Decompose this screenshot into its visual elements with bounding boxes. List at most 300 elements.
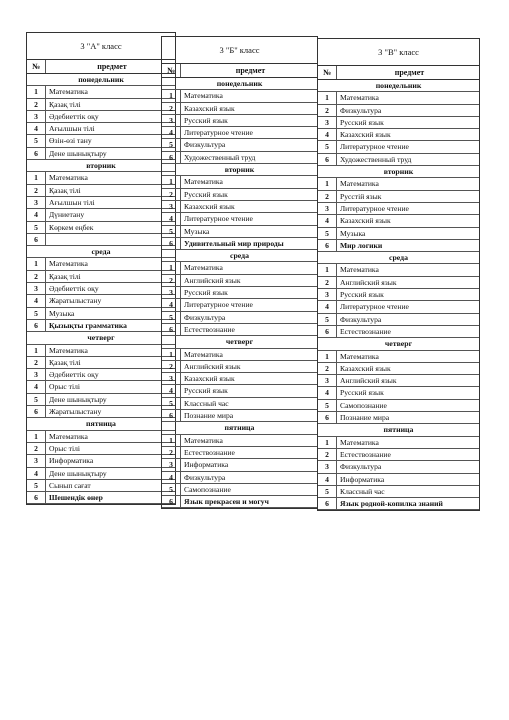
lesson-subject: Математика — [340, 351, 379, 361]
lesson-number: 4 — [27, 468, 46, 479]
lesson-number: 6 — [318, 412, 337, 423]
lesson-row — [27, 111, 175, 123]
lesson-row — [162, 90, 317, 102]
lesson-row — [162, 189, 317, 201]
lesson-number: 6 — [162, 496, 181, 507]
lesson-row — [27, 258, 175, 270]
lesson-row — [162, 349, 317, 361]
lesson-row — [27, 271, 175, 283]
lesson-number: 2 — [318, 105, 337, 116]
lesson-subject: Казахский язык — [184, 374, 235, 384]
lesson-number: 5 — [27, 308, 46, 319]
lesson-row — [27, 455, 175, 467]
lesson-subject: Классный час — [184, 398, 229, 408]
lesson-number: 2 — [162, 275, 181, 286]
lesson-row — [27, 283, 175, 295]
lesson-subject: Сынып сағат — [49, 480, 91, 490]
lesson-row — [162, 373, 317, 385]
lesson-number: 3 — [162, 115, 181, 126]
lesson-row — [162, 324, 317, 336]
lesson-row — [27, 369, 175, 381]
lesson-subject: Русский язык — [340, 388, 384, 398]
lesson-subject: Әдебиеттік оқу — [49, 370, 99, 380]
lesson-subject: Русcтій язык — [340, 191, 382, 201]
lesson-number: 5 — [318, 314, 337, 325]
lesson-subject: Математика — [184, 435, 223, 445]
day-heading: пятница — [318, 424, 479, 436]
lesson-subject: Әдебиеттік оқу — [49, 111, 99, 121]
lesson-number: 1 — [27, 86, 46, 97]
lesson-row — [27, 431, 175, 443]
lesson-subject: Литературное чтение — [184, 300, 253, 310]
lesson-subject: Английский язык — [340, 376, 397, 386]
lesson-number: 5 — [318, 141, 337, 152]
lesson-subject: Литературное чтение — [340, 142, 409, 152]
lesson-subject: Математика — [184, 263, 223, 273]
day-heading: четверг — [162, 336, 317, 348]
lesson-row — [27, 308, 175, 320]
lesson-subject: Английский язык — [184, 275, 241, 285]
lesson-row — [318, 105, 479, 117]
lesson-row — [27, 468, 175, 480]
num-header: № — [27, 60, 46, 73]
subject-header: предмет — [235, 66, 266, 75]
lesson-subject: Математика — [340, 437, 379, 447]
lesson-number: 1 — [318, 178, 337, 189]
lesson-subject: Ағылшын тілі — [49, 197, 95, 207]
day-heading: вторник — [318, 166, 479, 178]
lesson-subject: Самопознание — [340, 400, 387, 410]
class-3v-schedule — [317, 38, 480, 511]
lesson-row — [318, 363, 479, 375]
lesson-subject: Математика — [49, 431, 88, 441]
day-heading: понедельник — [318, 80, 479, 92]
lesson-subject: Русский язык — [184, 115, 228, 125]
lesson-subject — [46, 234, 175, 245]
lesson-row — [27, 345, 175, 357]
lesson-subject: Удивительный мир природы — [184, 238, 284, 248]
lesson-row — [318, 178, 479, 190]
lesson-number: 4 — [318, 215, 337, 226]
lesson-number: 3 — [162, 287, 181, 298]
lesson-number: 2 — [162, 447, 181, 458]
lesson-number: 3 — [318, 117, 337, 128]
lesson-subject: Дене шынықтыру — [49, 394, 107, 404]
lesson-subject: Математика — [184, 177, 223, 187]
lesson-subject: Самопознание — [184, 484, 231, 494]
lesson-row — [162, 287, 317, 299]
lesson-row — [27, 222, 175, 234]
lesson-row — [162, 459, 317, 471]
lesson-row — [318, 215, 479, 227]
lesson-subject: Русский язык — [184, 288, 228, 298]
lesson-subject: Өзін-өзі тану — [49, 136, 92, 146]
lesson-subject: Естествознание — [340, 326, 391, 336]
lesson-row — [162, 238, 317, 250]
lesson-number: 5 — [318, 486, 337, 497]
lesson-row — [162, 139, 317, 151]
header-row — [318, 66, 479, 80]
lesson-number: 6 — [27, 406, 46, 417]
lesson-subject: Физкультура — [184, 312, 226, 322]
lesson-subject: Казахский язык — [184, 103, 235, 113]
lesson-number: 5 — [318, 400, 337, 411]
lesson-subject: Орыс тілі — [49, 382, 80, 392]
lesson-subject: Художественный труд — [340, 154, 412, 164]
header-row — [162, 64, 317, 78]
lesson-subject: Жаратылыстану — [49, 407, 102, 417]
lesson-number: 4 — [162, 385, 181, 396]
lesson-subject: Музыка — [49, 308, 75, 318]
lesson-number: 2 — [27, 185, 46, 196]
lesson-row — [162, 472, 317, 484]
lesson-subject: Язык прекрасен и могуч — [184, 497, 269, 507]
day-heading: пятница — [27, 418, 175, 430]
day-heading: вторник — [27, 160, 175, 172]
lesson-row — [162, 127, 317, 139]
lesson-row — [318, 461, 479, 473]
lesson-subject: Қазақ тілі — [49, 99, 81, 109]
lesson-row — [162, 275, 317, 287]
lesson-subject: Классный час — [340, 486, 385, 496]
lesson-subject: Английский язык — [184, 361, 241, 371]
lesson-row — [162, 213, 317, 225]
lesson-row — [162, 152, 317, 164]
lesson-number: 2 — [27, 357, 46, 368]
day-heading: пятница — [162, 422, 317, 434]
lesson-subject: Познание мира — [184, 411, 234, 421]
header-row — [27, 60, 175, 74]
day-heading: вторник — [162, 164, 317, 176]
lesson-subject: Английский язык — [340, 277, 397, 287]
lesson-row — [162, 262, 317, 274]
lesson-subject: Жаратылыстану — [49, 296, 102, 306]
lesson-number: 5 — [318, 228, 337, 239]
lesson-subject: Қызықты грамматика — [49, 320, 127, 330]
lesson-number: 2 — [162, 103, 181, 114]
lesson-number: 1 — [162, 349, 181, 360]
lesson-subject: Физкультура — [184, 140, 226, 150]
lesson-number: 3 — [27, 111, 46, 122]
lesson-subject: Физкультура — [340, 105, 382, 115]
day-heading: четверг — [27, 332, 175, 344]
lesson-number: 6 — [318, 498, 337, 509]
lesson-number: 6 — [318, 240, 337, 251]
lesson-number: 1 — [162, 176, 181, 187]
lesson-subject: Дене шынықтыру — [49, 468, 107, 478]
lesson-row — [162, 312, 317, 324]
lesson-row — [318, 203, 479, 215]
lesson-number: 3 — [162, 459, 181, 470]
lesson-number: 2 — [27, 271, 46, 282]
lesson-row — [27, 197, 175, 209]
lesson-subject: Художественный труд — [184, 152, 256, 162]
lesson-subject: Математика — [49, 87, 88, 97]
lesson-row — [162, 201, 317, 213]
lesson-subject: Дене шынықтыру — [49, 148, 107, 158]
class-3a-schedule — [26, 32, 176, 505]
lesson-subject: Ағылшын тілі — [49, 124, 95, 134]
lesson-number: 3 — [27, 283, 46, 294]
lesson-subject: Шешендік өнер — [49, 493, 103, 503]
lesson-row — [162, 226, 317, 238]
lesson-number: 5 — [162, 484, 181, 495]
lesson-number: 4 — [162, 472, 181, 483]
lesson-subject: Математика — [340, 179, 379, 189]
lesson-number: 4 — [162, 213, 181, 224]
lesson-number: 5 — [27, 222, 46, 233]
class-title: 3 "В" класс — [318, 38, 479, 66]
lesson-subject: Математика — [49, 345, 88, 355]
lesson-subject: Информатика — [340, 474, 385, 484]
lesson-row — [318, 141, 479, 153]
lesson-row — [318, 264, 479, 276]
lesson-number: 3 — [318, 289, 337, 300]
lesson-number: 5 — [27, 394, 46, 405]
lesson-subject: Естествознание — [184, 447, 235, 457]
lesson-subject: Казахский язык — [340, 363, 391, 373]
lesson-subject: Русский язык — [340, 290, 384, 300]
lesson-subject: Литературное чтение — [184, 128, 253, 138]
lesson-row — [27, 480, 175, 492]
day-heading: среда — [27, 246, 175, 258]
lesson-number: 1 — [318, 264, 337, 275]
day-heading: среда — [318, 252, 479, 264]
lesson-row — [318, 228, 479, 240]
lesson-row — [318, 154, 479, 166]
lesson-row — [162, 398, 317, 410]
lesson-subject: Математика — [184, 91, 223, 101]
num-header: № — [318, 66, 337, 79]
lesson-number: 5 — [162, 312, 181, 323]
lesson-row — [27, 492, 175, 504]
lesson-row — [162, 435, 317, 447]
lesson-subject: Математика — [49, 259, 88, 269]
lesson-number: 4 — [27, 209, 46, 220]
lesson-row — [27, 148, 175, 160]
subject-header: предмет — [97, 62, 127, 71]
lesson-row — [318, 129, 479, 141]
lesson-number: 4 — [27, 295, 46, 306]
lesson-row — [318, 277, 479, 289]
lesson-row — [318, 240, 479, 252]
lesson-row — [162, 115, 317, 127]
lesson-number: 3 — [162, 373, 181, 384]
lesson-number: 3 — [318, 203, 337, 214]
lesson-row — [318, 486, 479, 498]
lesson-number: 1 — [27, 258, 46, 269]
lesson-row — [318, 474, 479, 486]
lesson-subject: Казахский язык — [184, 201, 235, 211]
lesson-row — [318, 301, 479, 313]
lesson-row — [318, 117, 479, 129]
lesson-row — [318, 387, 479, 399]
lesson-number: 1 — [318, 92, 337, 103]
num-header: № — [162, 64, 181, 77]
lesson-number: 1 — [27, 172, 46, 183]
lesson-number: 2 — [162, 361, 181, 372]
lesson-number: 6 — [162, 324, 181, 335]
lesson-number: 1 — [162, 90, 181, 101]
lesson-subject: Мир логики — [340, 240, 383, 250]
lesson-number: 4 — [162, 299, 181, 310]
lesson-subject: Музыка — [184, 226, 210, 236]
class-3b-schedule — [161, 36, 318, 509]
lesson-number: 2 — [27, 443, 46, 454]
lesson-number: 3 — [318, 461, 337, 472]
lesson-row — [318, 314, 479, 326]
lesson-subject: Математика — [49, 173, 88, 183]
lesson-subject: Дүниетану — [49, 210, 85, 220]
lesson-row — [318, 92, 479, 104]
lesson-row — [27, 234, 175, 246]
lesson-subject: Музыка — [340, 228, 366, 238]
lesson-row — [162, 299, 317, 311]
lesson-number: 4 — [162, 127, 181, 138]
lesson-row — [27, 209, 175, 221]
lesson-number: 3 — [162, 201, 181, 212]
lesson-number: 5 — [162, 139, 181, 150]
lesson-number: 4 — [318, 129, 337, 140]
lesson-row — [318, 375, 479, 387]
lesson-number: 3 — [27, 197, 46, 208]
lesson-number: 2 — [318, 363, 337, 374]
day-heading: среда — [162, 250, 317, 262]
lesson-subject: Литературное чтение — [184, 214, 253, 224]
lesson-row — [27, 381, 175, 393]
day-heading: понедельник — [162, 78, 317, 90]
lesson-subject: Математика — [184, 349, 223, 359]
lesson-subject: Информатика — [184, 460, 229, 470]
lesson-number: 3 — [27, 369, 46, 380]
lesson-subject: Язык родной-копилка знаний — [340, 499, 443, 509]
lesson-row — [27, 86, 175, 98]
lesson-row — [162, 385, 317, 397]
lesson-row — [318, 289, 479, 301]
lesson-subject: Әдебиеттік оқу — [49, 284, 99, 294]
lesson-row — [318, 498, 479, 510]
lesson-number: 1 — [318, 351, 337, 362]
subject-header: предмет — [394, 68, 425, 77]
lesson-number: 1 — [318, 437, 337, 448]
lesson-row — [162, 496, 317, 508]
lesson-number: 6 — [27, 148, 46, 159]
lesson-row — [27, 320, 175, 332]
lesson-row — [27, 185, 175, 197]
lesson-subject: Познание мира — [340, 413, 390, 423]
lesson-number: 6 — [27, 320, 46, 331]
lesson-number: 3 — [318, 375, 337, 386]
lesson-row — [162, 447, 317, 459]
lesson-number: 2 — [318, 449, 337, 460]
lesson-number: 4 — [27, 381, 46, 392]
lesson-number: 5 — [27, 480, 46, 491]
lesson-number: 6 — [318, 154, 337, 165]
lesson-subject: Казахский язык — [340, 216, 391, 226]
lesson-number: 1 — [162, 262, 181, 273]
lesson-subject: Естествознание — [340, 449, 391, 459]
lesson-number: 4 — [318, 301, 337, 312]
lesson-number: 6 — [27, 234, 46, 245]
day-heading: четверг — [318, 338, 479, 350]
lesson-subject: Физкультура — [184, 472, 226, 482]
lesson-subject: Көркем еңбек — [49, 222, 94, 232]
lesson-subject: Орыс тілі — [49, 443, 80, 453]
lesson-subject: Казахский язык — [340, 130, 391, 140]
lesson-number: 6 — [27, 492, 46, 503]
lesson-subject: Литературное чтение — [340, 302, 409, 312]
lesson-row — [27, 443, 175, 455]
lesson-row — [318, 412, 479, 424]
lesson-row — [162, 103, 317, 115]
lesson-subject: Литературное чтение — [340, 203, 409, 213]
lesson-subject: Естествознание — [184, 324, 235, 334]
lesson-number: 3 — [27, 455, 46, 466]
lesson-row — [162, 361, 317, 373]
lesson-number: 5 — [162, 226, 181, 237]
lesson-number: 6 — [162, 238, 181, 249]
lesson-row — [27, 357, 175, 369]
lesson-number: 6 — [162, 410, 181, 421]
lesson-row — [318, 351, 479, 363]
lesson-row — [27, 172, 175, 184]
lesson-row — [318, 437, 479, 449]
lesson-number: 5 — [27, 135, 46, 146]
lesson-subject: Математика — [340, 265, 379, 275]
lesson-row — [27, 135, 175, 147]
lesson-number: 2 — [318, 277, 337, 288]
lesson-row — [318, 191, 479, 203]
lesson-row — [162, 484, 317, 496]
lesson-row — [27, 123, 175, 135]
lesson-number: 2 — [27, 99, 46, 110]
lesson-number: 5 — [162, 398, 181, 409]
lesson-subject: Математика — [340, 93, 379, 103]
lesson-number: 1 — [27, 345, 46, 356]
lesson-row — [27, 394, 175, 406]
lesson-row — [318, 400, 479, 412]
lesson-subject: Русский язык — [184, 189, 228, 199]
lesson-row — [162, 410, 317, 422]
lesson-number: 4 — [318, 387, 337, 398]
lesson-subject: Қазақ тілі — [49, 357, 81, 367]
lesson-subject: Қазақ тілі — [49, 271, 81, 281]
lesson-number: 4 — [318, 474, 337, 485]
lesson-number: 1 — [27, 431, 46, 442]
lesson-subject: Физкультура — [340, 314, 382, 324]
day-heading: понедельник — [27, 74, 175, 86]
lesson-subject: Қазақ тілі — [49, 185, 81, 195]
lesson-number: 2 — [162, 189, 181, 200]
lesson-row — [27, 295, 175, 307]
lesson-number: 6 — [318, 326, 337, 337]
lesson-subject: Русский язык — [340, 117, 384, 127]
lesson-number: 4 — [27, 123, 46, 134]
lesson-row — [27, 99, 175, 111]
lesson-row — [27, 406, 175, 418]
lesson-subject: Русский язык — [184, 386, 228, 396]
lesson-row — [162, 176, 317, 188]
lesson-number: 1 — [162, 435, 181, 446]
lesson-row — [318, 449, 479, 461]
lesson-number: 6 — [162, 152, 181, 163]
lesson-subject: Информатика — [49, 456, 94, 466]
lesson-subject: Физкультура — [340, 462, 382, 472]
lesson-number: 2 — [318, 191, 337, 202]
class-title: 3 "Б" класс — [162, 36, 317, 64]
class-title: 3 "А" класс — [27, 32, 175, 60]
lesson-row — [318, 326, 479, 338]
